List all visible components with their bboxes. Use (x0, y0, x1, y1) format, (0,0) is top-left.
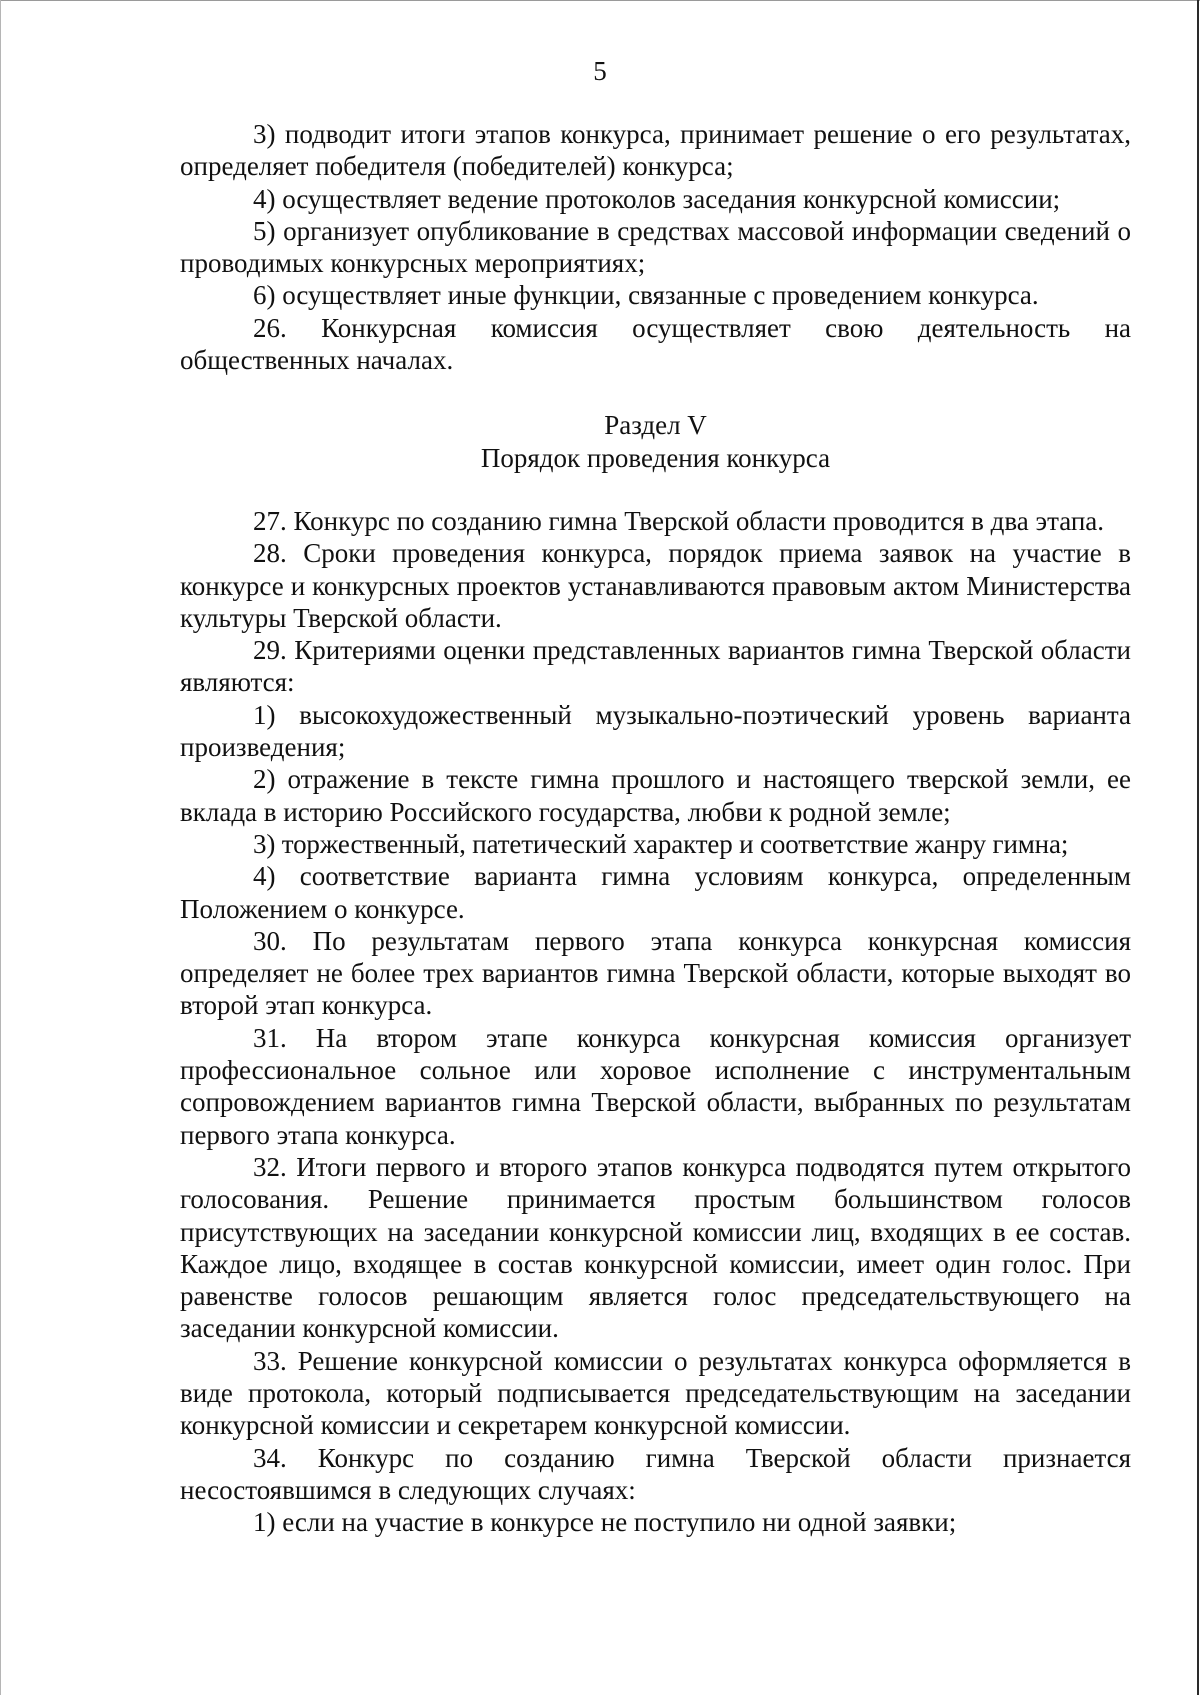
paragraph-28: 28. Сроки проведения конкурса, порядок приема заявок на участие в конкурсе и конкурсных проектов устанавливаются правовым актом Министерства культуры Тверской области. (180, 538, 1131, 633)
case-1: 1) если на участие в конкурсе не поступило ни одной заявки; (253, 1507, 957, 1538)
paragraph-29: 29. Критериями оценки представленных вариантов гимна Тверской области являются: (180, 635, 1131, 698)
paragraph-item-3: 3) подводит итоги этапов конкурса, принимает решение о его результатах, определяет победителя (победителей) конкурса; (180, 119, 1131, 182)
paragraph-26: 26. Конкурсная комиссия осуществляет свою деятельность на общественных началах. (180, 312, 1131, 376)
paragraph-33: 33. Решение конкурсной комиссии о результатах конкурса оформляется в виде протокола, который подписывается председательствующим на заседании конкурсной комиссии и секретарем конкурсной комиссии. (180, 1345, 1131, 1441)
paragraph-item-6: 6) осуществляет иные функции, связанные с проведением конкурса. (253, 280, 1039, 311)
section-heading (180, 409, 1131, 474)
section-title: Порядок проведения конкурса (480, 442, 831, 473)
scan-edge-top (0, 0, 1200, 1)
criterion-2: 2) отражение в тексте гимна прошлого и настоящего тверской земли, ее вклада в историю Российского государства, любви к родной земле; (180, 764, 1131, 827)
paragraph-item-4: 4) осуществляет ведение протоколов заседания конкурсной комиссии; (253, 183, 1061, 214)
paragraph-31: 31. На втором этапе конкурса конкурсная комиссия организует профессиональное сольное или хоровое исполнение с инструментальным сопровождением вариантов гимна Тверской области, выбранных по результатам первого этапа конкурса. (180, 1022, 1131, 1150)
paragraph-item-5: 5) организует опубликование в средствах массовой информации сведений о проводимых конкурсных мероприятиях; (180, 215, 1131, 279)
criterion-4: 4) соответствие варианта гимна условиям конкурса, определенным Положением о конкурсе. (180, 861, 1131, 924)
paragraph-30: 30. По результатам первого этапа конкурса конкурсная комиссия определяет не более трех вариантов гимна Тверской области, которые выходят во второй этап конкурса. (180, 925, 1131, 1021)
section-label: Раздел V (604, 410, 707, 441)
paragraph-34: 34. Конкурс по созданию гимна Тверской области признается несостоявшимся в следующих случаях: (180, 1442, 1131, 1505)
page-number: 5 (593, 56, 607, 86)
paragraph-27: 27. Конкурс по созданию гимна Тверской области проводится в два этапа. (253, 505, 1105, 536)
criterion-1: 1) высокохудожественный музыкально-поэтический уровень варианта произведения; (180, 699, 1131, 763)
scan-edge-left (0, 0, 1, 1695)
criterion-3: 3) торжественный, патетический характер и соответствие жанру гимна; (253, 828, 1069, 859)
document-body (180, 118, 1131, 1538)
paragraph-32: 32. Итоги первого и второго этапов конкурса подводятся путем открытого голосования. Решение принимается простым большинством голосов присутствующих на заседании конкурсной комиссии лиц, входящих в ее состав. Каждое лицо, входящее в состав конкурсной комиссии, имеет один голос. При равенстве голосов решающим является голос председательствующего на заседании конкурсной комиссии. (180, 1151, 1131, 1344)
scan-edge-right (1197, 0, 1199, 1695)
